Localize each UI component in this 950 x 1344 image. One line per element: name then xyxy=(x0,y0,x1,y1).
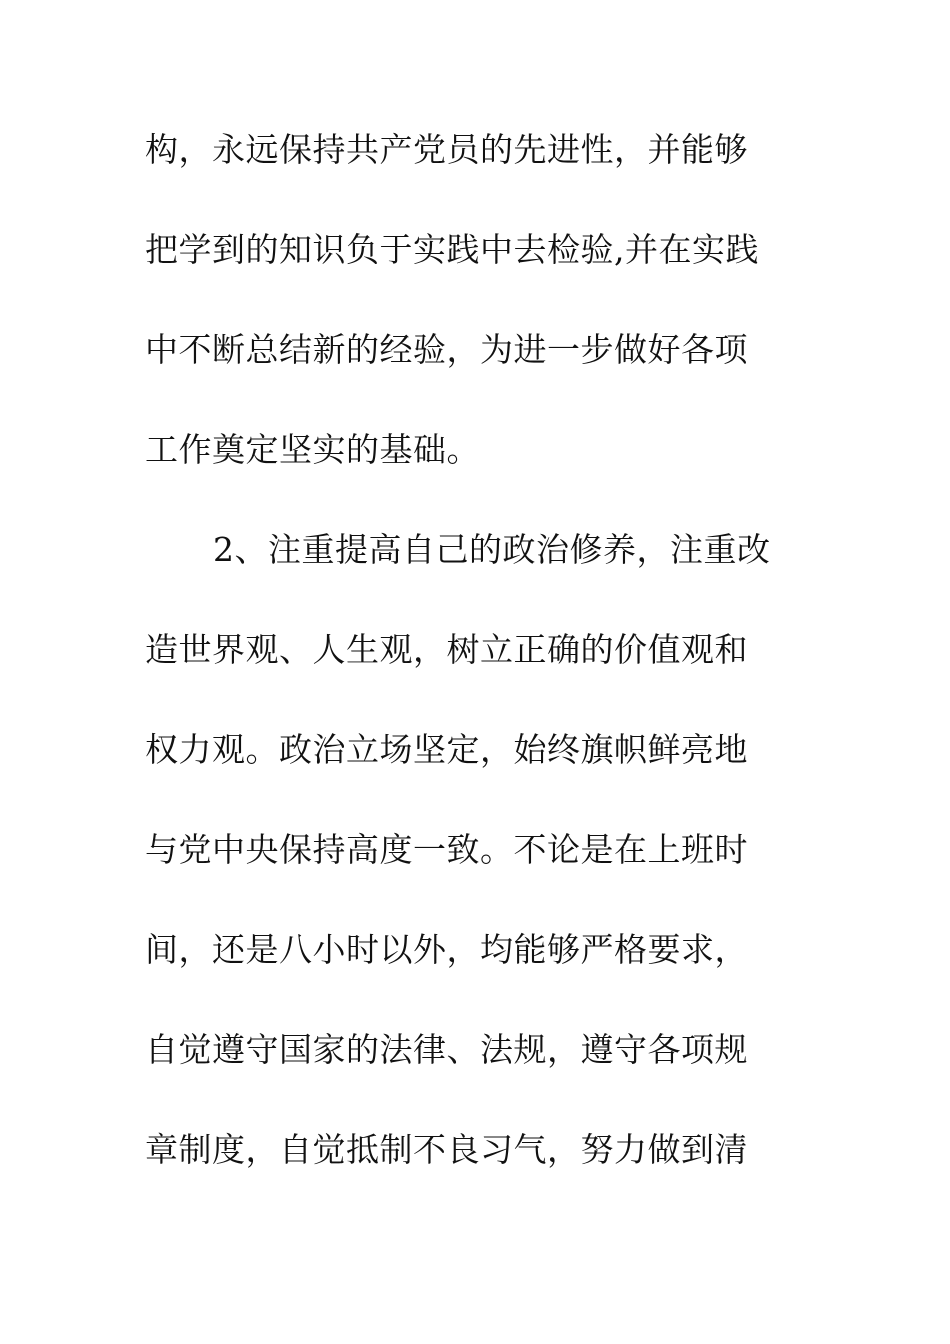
text-line: 自觉遵守国家的法律、法规，遵守各项规 xyxy=(145,1030,748,1069)
text-line: 间，还是八小时以外，均能够严格要求， xyxy=(145,930,748,969)
text-line: 与党中央保持高度一致。不论是在上班时 xyxy=(145,830,748,869)
text-line: 把学到的知识负于实践中去检验,并在实践 xyxy=(145,230,759,269)
text-line: 章制度，自觉抵制不良习气，努力做到清 xyxy=(145,1130,748,1169)
text-line: 中不断总结新的经验，为进一步做好各项 xyxy=(145,330,748,369)
text-line: 工作奠定坚实的基础。 xyxy=(145,430,480,469)
text-line: 构，永远保持共产党员的先进性，并能够 xyxy=(145,130,748,169)
text-line: 权力观。政治立场坚定，始终旗帜鲜亮地 xyxy=(145,730,748,769)
paragraph-start-line: 2、注重提高自己的政治修养，注重改 xyxy=(213,530,771,569)
text-line: 造世界观、人生观，树立正确的价值观和 xyxy=(145,630,748,669)
body-text xyxy=(145,118,825,1218)
